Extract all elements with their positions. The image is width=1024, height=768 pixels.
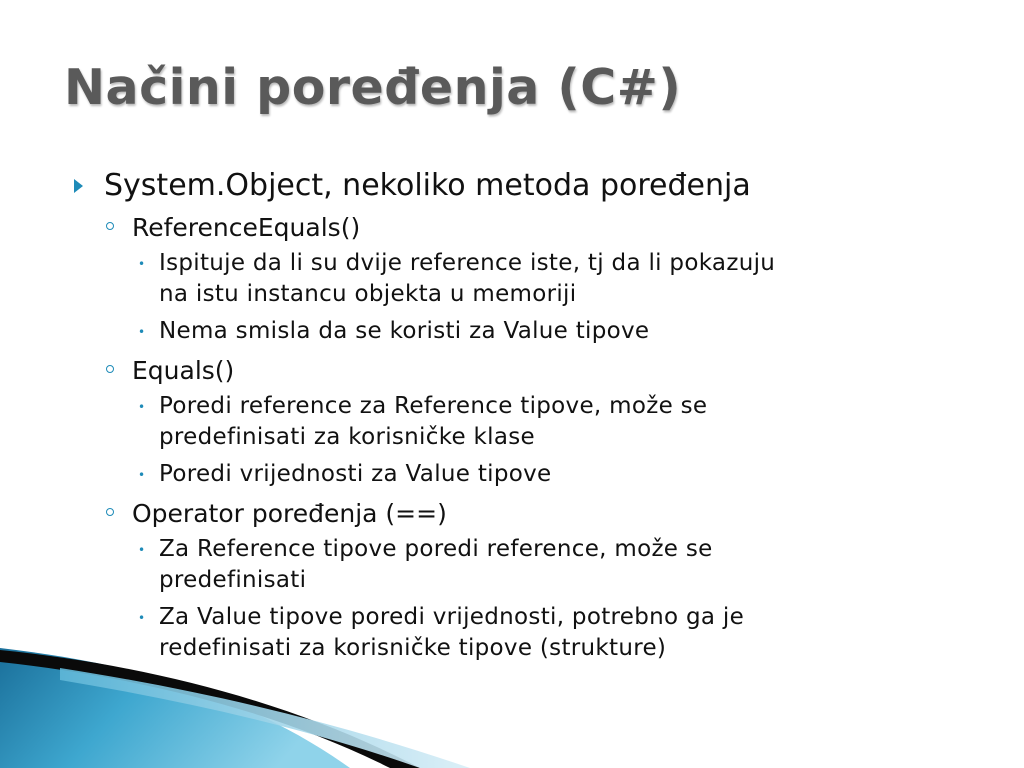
bullet-level2-item	[72, 210, 972, 245]
dot-bullet-icon: •	[138, 257, 146, 271]
bullet-level2-item	[72, 353, 972, 388]
bullet-text-line: Poredi reference za Reference tipove, može se	[159, 393, 708, 419]
dot-bullet-icon: •	[138, 543, 146, 557]
bullet-level3-item	[72, 534, 972, 596]
bullet-text-line: predefinisati za korisničke klase	[159, 424, 535, 450]
bullet-text: System.Object, nekoliko metoda poređenja	[104, 168, 751, 203]
bullet-level3-item	[72, 602, 972, 664]
bullet-text-line: Ispituje da li su dvije reference iste, tj da li pokazuju	[159, 250, 776, 276]
dot-bullet-icon: •	[138, 400, 146, 414]
bullet-level2-item	[72, 496, 972, 531]
bullet-level3-item	[72, 316, 972, 347]
bullet-list	[72, 164, 972, 670]
bullet-level3-item	[72, 459, 972, 490]
dot-bullet-icon: •	[138, 325, 146, 339]
slide-title: Načini poređenja (C#)	[64, 59, 682, 116]
bullet-text-line: na istu instancu objekta u memoriji	[159, 281, 577, 307]
bullet-text-line: predefinisati	[159, 567, 307, 593]
bullet-level1-item	[72, 164, 972, 208]
circle-bullet-icon	[106, 508, 114, 516]
circle-bullet-icon	[106, 222, 114, 230]
triangle-bullet-icon	[74, 179, 83, 193]
bullet-text-line: redefinisati za korisničke tipove (strukture)	[159, 635, 667, 661]
dot-bullet-icon: •	[138, 611, 146, 625]
dot-bullet-icon: •	[138, 468, 146, 482]
bullet-text-line: Nema smisla da se koristi za Value tipove	[159, 318, 650, 344]
bullet-text: ReferenceEquals()	[132, 213, 361, 242]
bullet-text: Equals()	[132, 356, 235, 385]
bullet-level3-item	[72, 391, 972, 453]
bullet-text-line: Za Value tipove poredi vrijednosti, potrebno ga je	[159, 604, 745, 630]
bullet-text-line: Poredi vrijednosti za Value tipove	[159, 461, 552, 487]
bullet-level3-item	[72, 248, 972, 310]
circle-bullet-icon	[106, 365, 114, 373]
bullet-text: Operator poređenja (==)	[132, 499, 447, 528]
bullet-text-line: Za Reference tipove poredi reference, može se	[159, 536, 713, 562]
